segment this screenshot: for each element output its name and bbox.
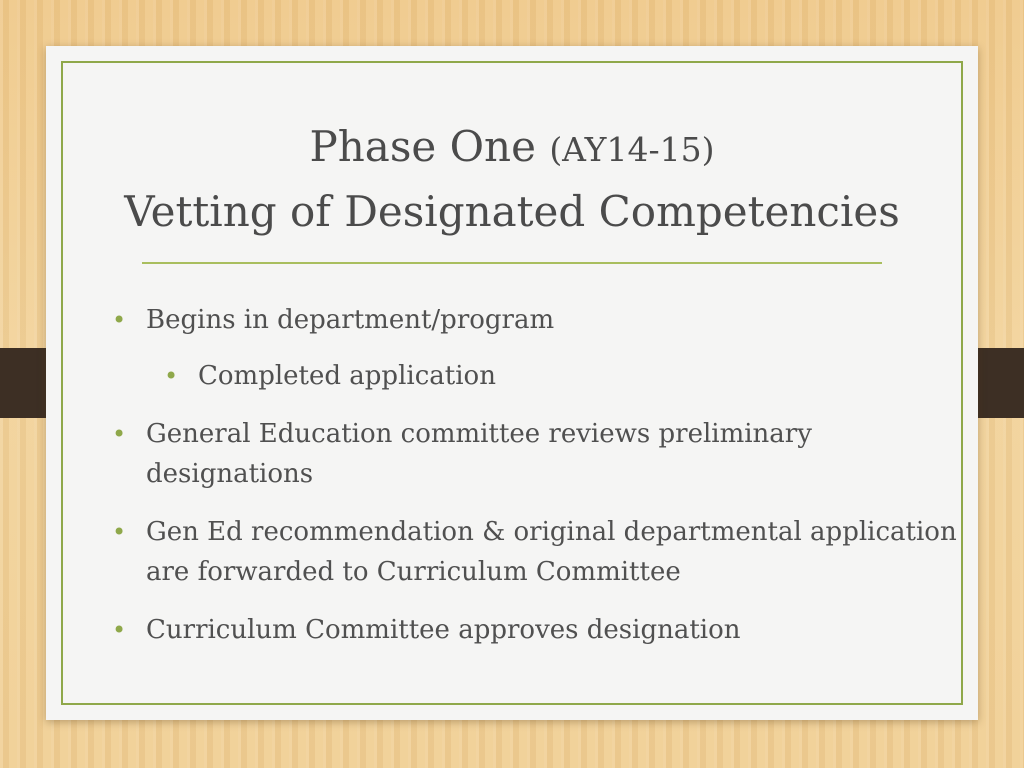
bullet-item (112, 610, 972, 650)
title-main: Phase One (309, 122, 536, 171)
title-divider (142, 262, 882, 264)
bullet-icon: • (112, 306, 127, 334)
bullet-text: Begins in department/program (146, 305, 555, 335)
bullet-icon: • (112, 420, 127, 448)
title-line-2: Vetting of Designated Competencies (124, 187, 900, 236)
bullet-list (112, 300, 972, 668)
bullet-text: Curriculum Committee approves designation (146, 615, 741, 645)
bullet-text: Completed application (198, 361, 496, 391)
bullet-icon: • (112, 518, 127, 546)
bullet-text: Gen Ed recommendation & original departmental application are forwarded to Curriculum Committee (146, 517, 957, 587)
bullet-icon: • (112, 616, 127, 644)
title-paren: (AY14-15) (549, 130, 715, 169)
bullet-text: General Education committee reviews preliminary designations (146, 419, 812, 489)
bullet-icon: • (164, 362, 179, 390)
bullet-item-sub (164, 356, 972, 396)
slide-title (106, 116, 918, 243)
bullet-item (112, 300, 972, 340)
bullet-item (112, 512, 972, 592)
slide-card (46, 46, 978, 720)
bullet-item (112, 414, 972, 494)
